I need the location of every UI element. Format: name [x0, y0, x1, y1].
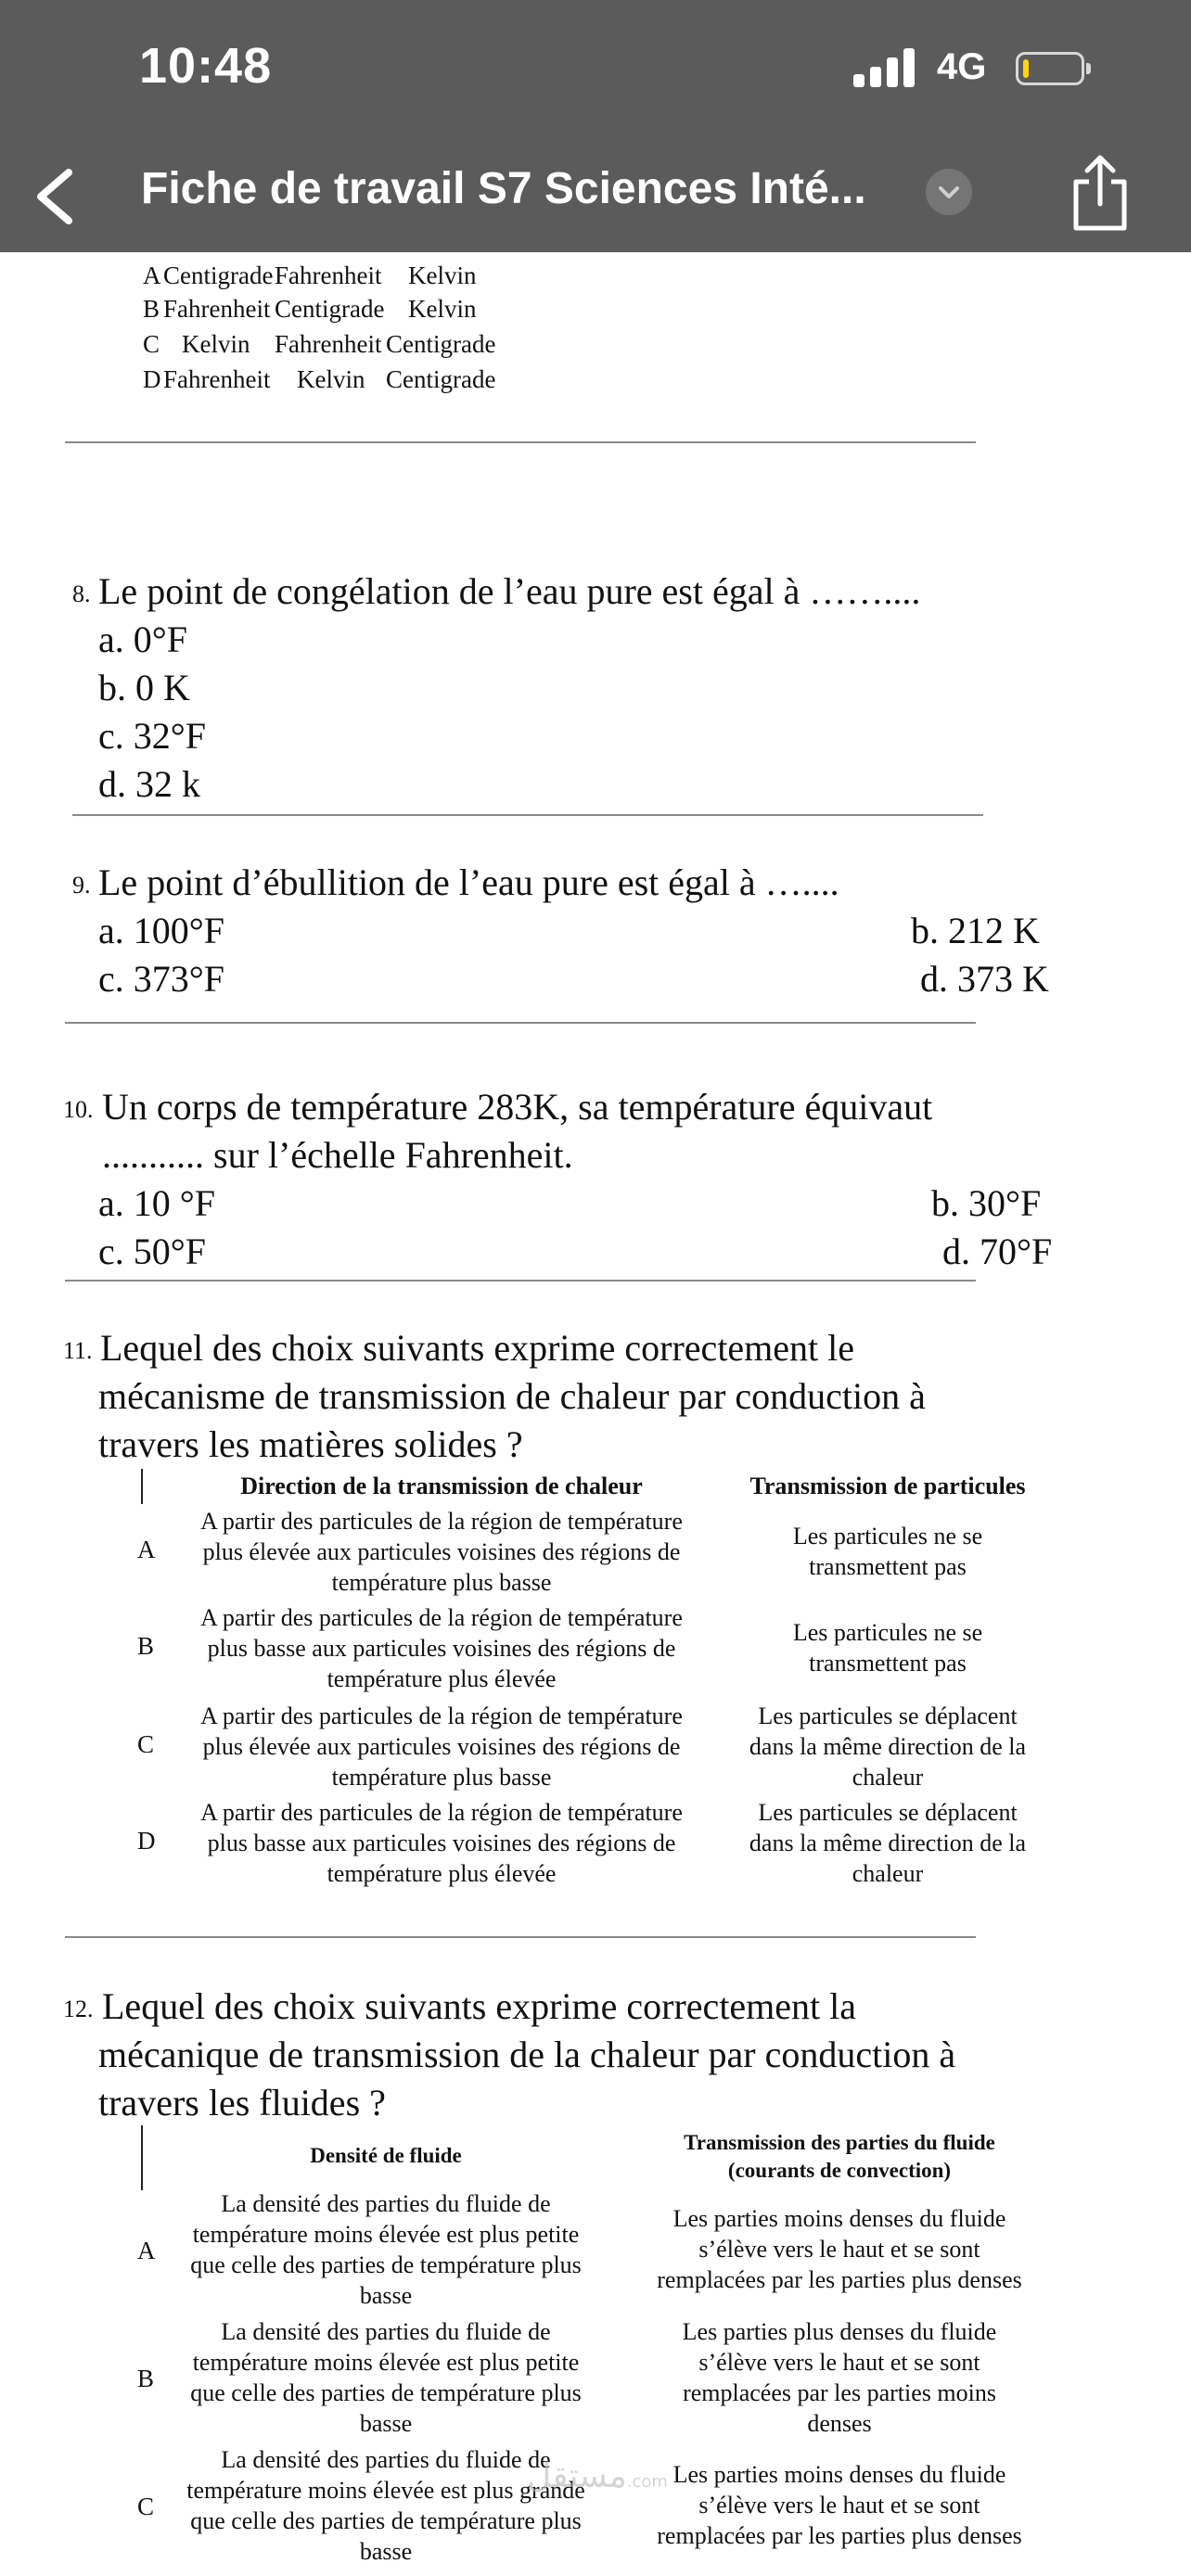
navigation-bar — [0, 139, 1191, 252]
cell-line: plus basse aux particules voisines des régions de — [207, 1830, 676, 1856]
option-d[interactable]: d. 32 k — [98, 763, 200, 805]
option-c[interactable]: c. 373°F — [98, 958, 224, 1000]
option-a[interactable]: a. 10 °F — [98, 1182, 215, 1224]
option-b[interactable]: b. 212 K — [911, 910, 1040, 951]
cell-line: Les parties moins denses du fluide — [672, 2205, 1006, 2232]
cell-line: plus basse aux particules voisines des régions de — [207, 1635, 676, 1662]
option-c[interactable]: c. 50°F — [98, 1231, 206, 1272]
table-cell — [163, 1701, 720, 1792]
question-text: Un corps de température 283K, sa température équivaut — [102, 1086, 933, 1128]
q7-row-letter: A — [143, 261, 161, 289]
cell-line: A partir des particules de la région de température — [200, 1799, 683, 1826]
cell-line: chaleur — [852, 1860, 924, 1887]
back-chevron-icon[interactable] — [28, 167, 83, 226]
cell-line: température moins élevée est plus petite — [192, 2349, 580, 2376]
cell-line: Les particules ne se — [792, 1619, 983, 1646]
cell-line: Les particules se déplacent — [758, 1799, 1018, 1826]
cell-line: température moins élevée est plus petite — [192, 2221, 580, 2248]
table-cell — [724, 1797, 1052, 1889]
q7-cell: Centigrade — [275, 295, 385, 323]
table-cell — [163, 1602, 720, 1694]
cell-line: dans la même direction de la — [749, 1830, 1027, 1856]
cell-line: La densité des parties du fluide de — [221, 2190, 551, 2217]
battery-cap — [1086, 63, 1091, 74]
table-cell — [724, 1701, 1052, 1792]
question-text: mécanique de transmission de la chaleur par conduction à — [98, 2034, 956, 2075]
question-text: Lequel des choix suivants exprime correctement le — [100, 1327, 855, 1369]
q7-cell: Kelvin — [297, 365, 365, 393]
table-cell — [163, 1506, 720, 1598]
cell-line: basse — [359, 2410, 413, 2437]
divider — [72, 814, 983, 816]
cell-line: chaleur — [852, 1764, 924, 1791]
row-letter[interactable]: A — [137, 2237, 156, 2264]
question-number: 8. — [72, 580, 91, 607]
option-a[interactable]: a. 0°F — [98, 618, 187, 660]
q7-cell: Fahrenheit — [163, 295, 271, 323]
chevron-down-icon[interactable] — [926, 169, 972, 215]
table-header — [631, 2129, 1048, 2185]
q7-cell: Centigrade — [386, 330, 496, 358]
table-cell — [163, 2188, 608, 2311]
cell-line: température plus basse — [331, 1764, 552, 1791]
question-number: 10. — [63, 1096, 94, 1123]
cell-line: transmettent pas — [809, 1650, 967, 1677]
q7-cell: Centigrade — [386, 365, 496, 393]
question-number: 9. — [72, 872, 91, 899]
cell-line: transmettent pas — [809, 1553, 967, 1580]
question-number: 12. — [63, 1996, 94, 2022]
q7-row-letter: C — [143, 330, 160, 358]
watermark-sub: .com — [626, 2472, 668, 2492]
option-b[interactable]: b. 0 K — [98, 667, 190, 708]
q7-cell: Kelvin — [408, 295, 477, 323]
question-text: travers les fluides ? — [98, 2082, 386, 2123]
cell-line: plus élevée aux particules voisines des régions de — [202, 1538, 681, 1565]
table-bracket — [141, 1469, 143, 1504]
question-text: mécanisme de transmission de chaleur par conduction à — [98, 1375, 926, 1417]
row-letter[interactable]: C — [137, 2493, 155, 2520]
option-c[interactable]: c. 32°F — [98, 715, 206, 757]
cell-line: remplacées par les parties moins — [683, 2379, 996, 2406]
cell-line: remplacées par les parties plus denses — [657, 2266, 1022, 2293]
divider — [65, 441, 976, 443]
cellular-signal-icon — [853, 46, 918, 87]
cell-line: basse — [359, 2538, 413, 2565]
question-number: 11. — [63, 1337, 93, 1364]
table-header: Densité de fluide — [310, 2144, 462, 2167]
row-letter[interactable]: C — [137, 1730, 155, 1758]
row-letter[interactable]: B — [137, 2365, 155, 2392]
q7-row-letter: B — [143, 295, 160, 323]
question-text: Le point d’ébullition de l’eau pure est égal à ….... — [98, 861, 839, 903]
cell-line: La densité des parties du fluide de — [221, 2318, 551, 2345]
cell-line: que celle des parties de température plus — [190, 2379, 582, 2406]
cell-line: Les parties moins denses du fluide — [672, 2461, 1006, 2488]
cell-line: La densité des parties du fluide de — [221, 2446, 551, 2473]
option-a[interactable]: a. 100°F — [98, 910, 224, 951]
row-letter[interactable]: D — [137, 1827, 156, 1855]
table-cell — [631, 2203, 1048, 2295]
cell-line: s’élève vers le haut et se sont — [698, 2492, 980, 2519]
cell-line: température plus élevée — [327, 1665, 557, 1692]
table-cell — [724, 1521, 1052, 1582]
option-b[interactable]: b. 30°F — [931, 1182, 1042, 1224]
question-text: ........... sur l’échelle Fahrenheit. — [102, 1134, 573, 1176]
row-letter[interactable]: A — [137, 1536, 156, 1563]
cell-line: denses — [807, 2410, 872, 2437]
row-letter[interactable]: B — [137, 1632, 155, 1660]
cell-line: A partir des particules de la région de température — [200, 1604, 683, 1631]
table-header: Direction de la transmission de chaleur — [240, 1473, 643, 1499]
divider — [65, 1936, 976, 1938]
cell-line: A partir des particules de la région de température — [200, 1508, 683, 1535]
table-cell — [631, 2459, 1048, 2551]
cell-line: plus élevée aux particules voisines des régions de — [202, 1733, 681, 1760]
header-line: (courants de convection) — [727, 2159, 952, 2182]
table-cell — [163, 2316, 608, 2439]
cell-line: dans la même direction de la — [749, 1733, 1027, 1760]
question-text: Le point de congélation de l’eau pure est égal à …….... — [98, 570, 921, 612]
q7-cell: Fahrenheit — [275, 261, 382, 289]
cell-line: que celle des parties de température plus — [190, 2251, 582, 2278]
cell-line: Les particules ne se — [792, 1523, 983, 1549]
option-d[interactable]: d. 373 K — [920, 958, 1049, 1000]
watermark-text: مستقل — [527, 2457, 627, 2495]
cell-line: A partir des particules de la région de température — [200, 1702, 683, 1729]
header-line: Transmission des parties du fluide — [684, 2131, 995, 2154]
cell-line: Les particules se déplacent — [758, 1702, 1018, 1729]
cell-line: remplacées par les parties plus denses — [657, 2522, 1022, 2549]
question-text: travers les matières solides ? — [98, 1423, 523, 1465]
status-time: 10:48 — [139, 38, 273, 94]
option-d[interactable]: d. 70°F — [942, 1231, 1053, 1272]
cell-line: s’élève vers le haut et se sont — [698, 2236, 980, 2263]
divider — [65, 1280, 976, 1282]
cell-line: température plus élevée — [327, 1860, 557, 1887]
table-header: Transmission de particules — [749, 1473, 1026, 1499]
cell-line: que celle des parties de température plus — [190, 2507, 582, 2534]
table-cell — [631, 2316, 1048, 2439]
cell-line: température moins élevée est plus grande — [186, 2477, 585, 2504]
q7-cell: Kelvin — [182, 330, 250, 358]
status-bar — [0, 0, 1191, 139]
table-cell — [724, 1617, 1052, 1678]
cell-line: Les parties plus denses du fluide — [682, 2318, 997, 2345]
cell-line: s’élève vers le haut et se sont — [698, 2349, 980, 2376]
table-bracket — [141, 2125, 143, 2190]
q7-cell: Fahrenheit — [275, 330, 382, 358]
q7-cell: Fahrenheit — [163, 365, 271, 393]
share-icon[interactable] — [1069, 152, 1132, 232]
q7-row-letter: D — [143, 365, 161, 393]
q7-cell: Kelvin — [408, 261, 477, 289]
battery-icon — [1016, 52, 1084, 85]
document-title[interactable]: Fiche de travail S7 Sciences Inté... — [141, 164, 866, 213]
question-text: Lequel des choix suivants exprime correctement la — [102, 1985, 857, 2027]
network-type: 4G — [937, 46, 987, 87]
watermark — [527, 2457, 668, 2495]
table-cell — [163, 1797, 720, 1889]
cell-line: température plus basse — [331, 1569, 552, 1596]
cell-line: basse — [359, 2282, 413, 2309]
divider — [65, 1022, 976, 1024]
q7-cell: Centigrade — [163, 261, 274, 289]
